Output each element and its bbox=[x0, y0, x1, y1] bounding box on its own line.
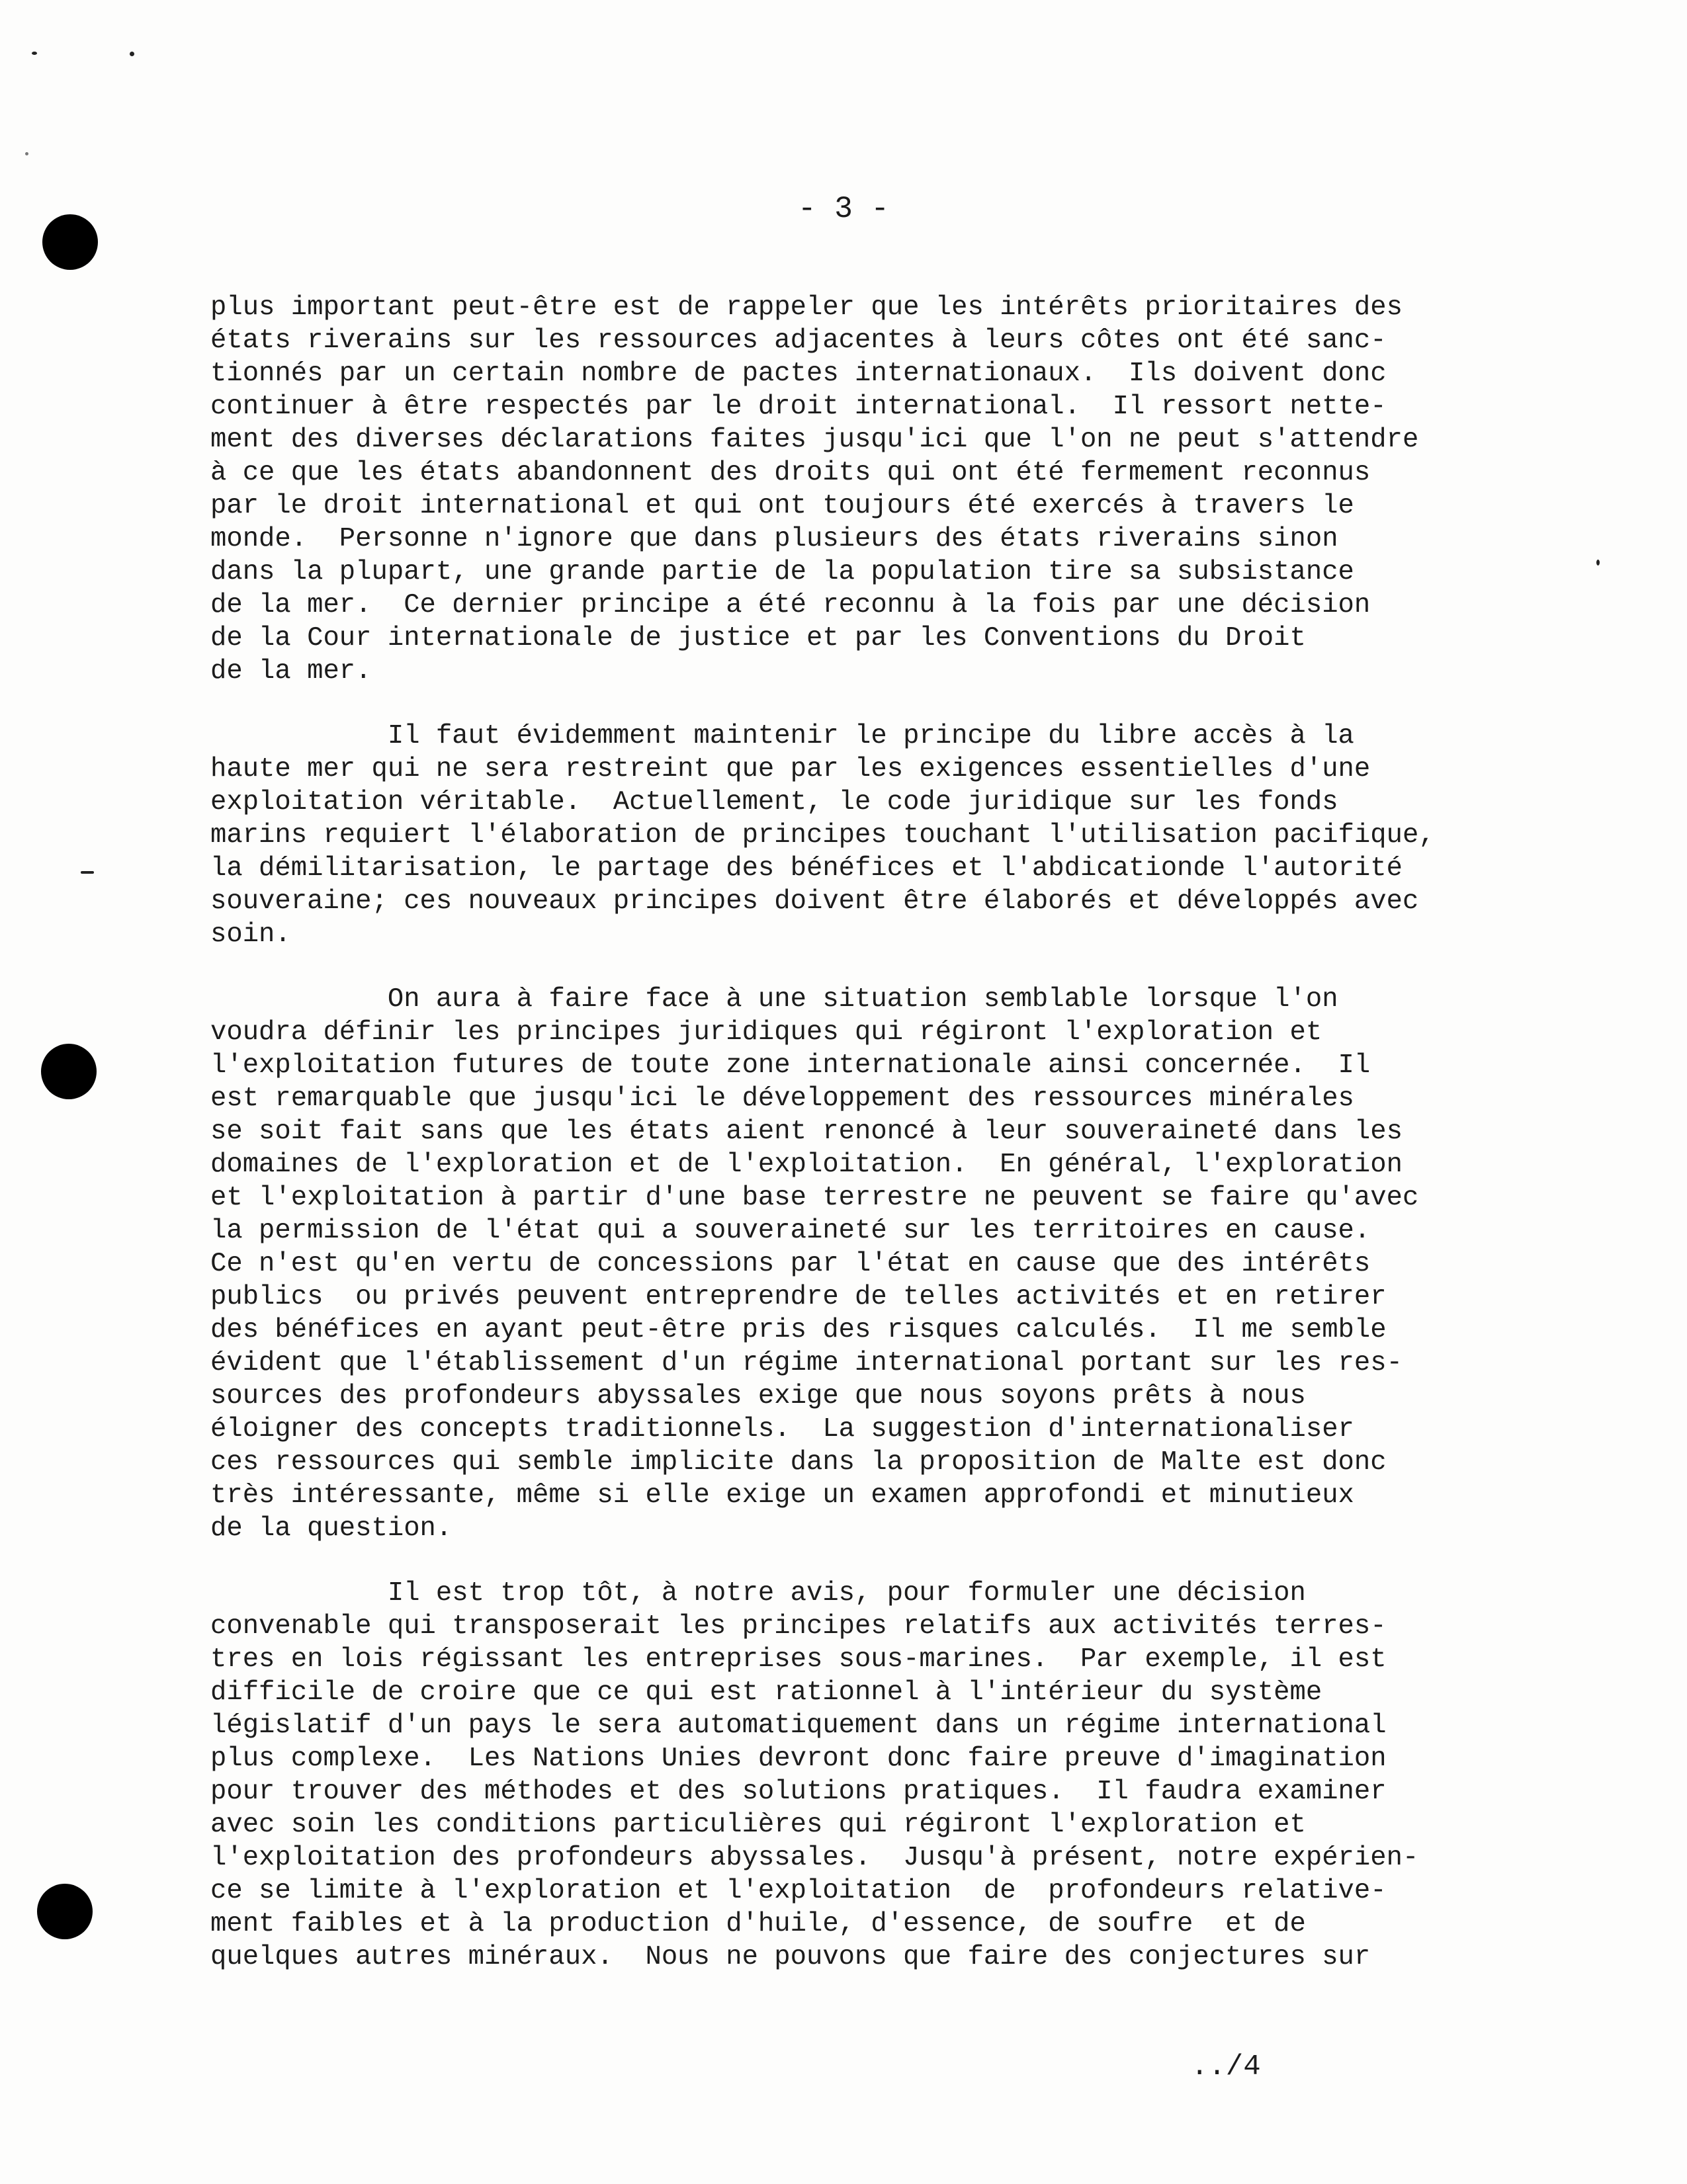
text-line: haute mer qui ne sera restreint que par les exigences essentielles d'une bbox=[210, 754, 1371, 784]
paragraph bbox=[210, 1577, 1500, 1974]
document-body bbox=[210, 291, 1500, 2005]
text-line: plus important peut-être est de rappeler que les intérêts prioritaires des bbox=[210, 292, 1403, 323]
text-line: Il faut évidemment maintenir le principe du libre accès à la bbox=[210, 721, 1354, 751]
text-line: voudra définir les principes juridiques qui régiront l'exploration et bbox=[210, 1017, 1322, 1048]
text-line: se soit fait sans que les états aient renoncé à leur souveraineté dans les bbox=[210, 1116, 1403, 1147]
text-line: très intéressante, même si elle exige un examen approfondi et minutieux bbox=[210, 1480, 1354, 1511]
page-number: - 3 - bbox=[797, 192, 890, 226]
text-line: tres en lois régissant les entreprises sous-marines. Par exemple, il est bbox=[210, 1644, 1387, 1675]
text-line: l'exploitation futures de toute zone internationale ainsi concernée. Il bbox=[210, 1050, 1371, 1081]
text-line: ment faibles et à la production d'huile, d'essence, de soufre et de bbox=[210, 1909, 1306, 1939]
scan-speck bbox=[81, 871, 94, 874]
text-line: continuer à être respectés par le droit international. Il ressort nette- bbox=[210, 392, 1387, 422]
text-line: convenable qui transposerait les principes relatifs aux activités terres- bbox=[210, 1611, 1387, 1642]
text-line: de la question. bbox=[210, 1513, 453, 1544]
text-line: de la Cour internationale de justice et par les Conventions du Droit bbox=[210, 623, 1306, 653]
text-line: plus complexe. Les Nations Unies devront donc faire preuve d'imagination bbox=[210, 1743, 1387, 1774]
punch-hole bbox=[41, 1044, 97, 1099]
text-line: souveraine; ces nouveaux principes doivent être élaborés et développés avec bbox=[210, 886, 1419, 917]
text-line: pour trouver des méthodes et des solutions pratiques. Il faudra examiner bbox=[210, 1777, 1387, 1807]
continuation-marker: ../4 bbox=[1191, 2050, 1261, 2083]
text-line: législatif d'un pays le sera automatiquement dans un régime international bbox=[210, 1710, 1387, 1741]
text-line: à ce que les états abandonnent des droits qui ont été fermement reconnus bbox=[210, 458, 1371, 488]
text-line: évident que l'établissement d'un régime international portant sur les res- bbox=[210, 1348, 1403, 1378]
text-line: et l'exploitation à partir d'une base terrestre ne peuvent se faire qu'avec bbox=[210, 1183, 1419, 1213]
scan-speck bbox=[130, 52, 134, 56]
paragraph bbox=[210, 983, 1500, 1545]
paragraph bbox=[210, 720, 1500, 951]
scan-speck bbox=[32, 52, 37, 55]
text-line: états riverains sur les ressources adjacentes à leurs côtes ont été sanc- bbox=[210, 325, 1387, 356]
text-line: difficile de croire que ce qui est rationnel à l'intérieur du système bbox=[210, 1677, 1322, 1708]
punch-hole bbox=[37, 1884, 93, 1939]
text-line: domaines de l'exploration et de l'exploitation. En général, l'exploration bbox=[210, 1150, 1403, 1180]
text-line: la permission de l'état qui a souveraineté sur les territoires en cause. bbox=[210, 1216, 1371, 1246]
text-line: sources des profondeurs abyssales exige que nous soyons prêts à nous bbox=[210, 1381, 1306, 1411]
text-line: monde. Personne n'ignore que dans plusieurs des états riverains sinon bbox=[210, 524, 1338, 554]
text-line: de la mer. bbox=[210, 656, 372, 687]
text-line: On aura à faire face à une situation semblable lorsque l'on bbox=[210, 984, 1338, 1015]
text-line: dans la plupart, une grande partie de la population tire sa subsistance bbox=[210, 557, 1354, 587]
text-line: publics ou privés peuvent entreprendre de telles activités et en retirer bbox=[210, 1282, 1387, 1312]
text-line: Ce n'est qu'en vertu de concessions par l'état en cause que des intérêts bbox=[210, 1249, 1371, 1279]
text-line: marins requiert l'élaboration de principes touchant l'utilisation pacifique, bbox=[210, 820, 1435, 851]
text-line: quelques autres minéraux. Nous ne pouvons que faire des conjectures sur bbox=[210, 1942, 1371, 1972]
text-line: soin. bbox=[210, 919, 291, 950]
text-line: par le droit international et qui ont toujours été exercés à travers le bbox=[210, 491, 1354, 521]
text-line: des bénéfices en ayant peut-être pris des risques calculés. Il me semble bbox=[210, 1315, 1387, 1345]
text-line: Il est trop tôt, à notre avis, pour formuler une décision bbox=[210, 1578, 1306, 1609]
text-line: ment des diverses déclarations faites jusqu'ici que l'on ne peut s'attendre bbox=[210, 425, 1419, 455]
text-line: ce se limite à l'exploration et l'exploitation de profondeurs relative- bbox=[210, 1876, 1387, 1906]
text-line: avec soin les conditions particulières qui régiront l'exploration et bbox=[210, 1810, 1306, 1840]
text-line: la démilitarisation, le partage des bénéfices et l'abdicationde l'autorité bbox=[210, 853, 1403, 884]
text-line: éloigner des concepts traditionnels. La suggestion d'internationaliser bbox=[210, 1414, 1354, 1445]
paragraph bbox=[210, 291, 1500, 688]
text-line: est remarquable que jusqu'ici le développement des ressources minérales bbox=[210, 1083, 1354, 1114]
text-line: de la mer. Ce dernier principe a été reconnu à la fois par une décision bbox=[210, 590, 1371, 620]
scan-speck bbox=[1596, 560, 1600, 566]
text-line: tionnés par un certain nombre de pactes internationaux. Ils doivent donc bbox=[210, 358, 1387, 389]
text-line: exploitation véritable. Actuellement, le code juridique sur les fonds bbox=[210, 787, 1338, 818]
text-line: l'exploitation des profondeurs abyssales. Jusqu'à présent, notre expérien- bbox=[210, 1843, 1419, 1873]
text-line: ces ressources qui semble implicite dans la proposition de Malte est donc bbox=[210, 1447, 1387, 1478]
scan-speck bbox=[25, 152, 28, 155]
